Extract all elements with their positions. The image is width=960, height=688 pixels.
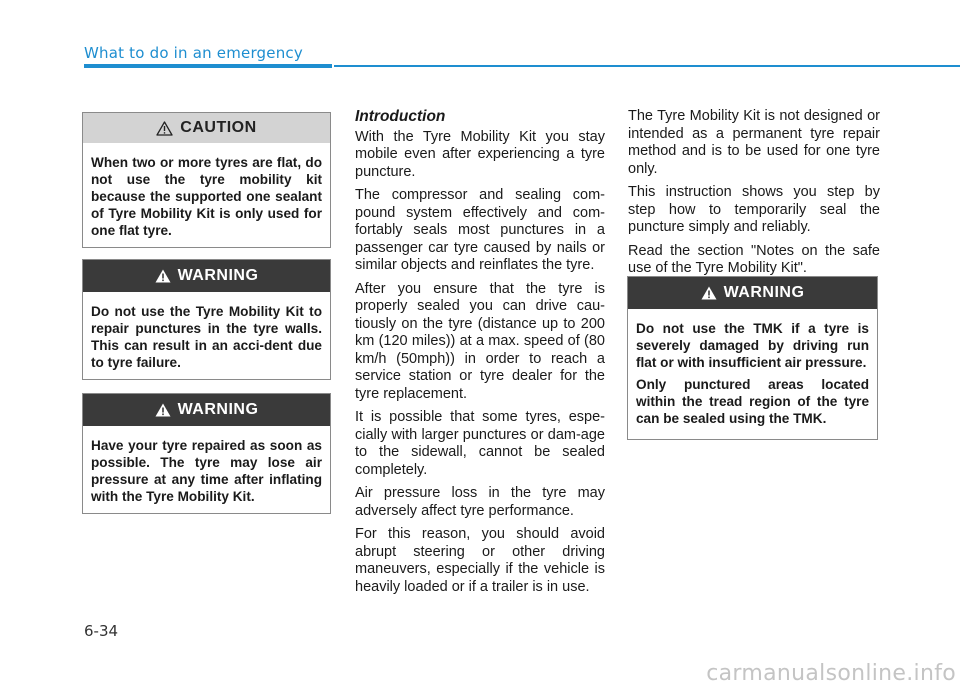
header-rule-thin — [334, 65, 960, 67]
warning-header-1 — [83, 260, 330, 292]
warning-3-paragraph-1: Do not use the TMK if a tyre is severely damaged by driving run flat or with insufficient air pressure. — [636, 321, 869, 370]
caution-label: CAUTION — [180, 119, 257, 136]
warning-text-1: Do not use the Tyre Mobility Kit to repair punctures in the tyre walls. This can result in an acci-dent due to tyre failure. — [91, 304, 322, 370]
header-rule-thick — [84, 64, 332, 68]
warning-triangle-outline-icon — [156, 121, 173, 136]
intro-paragraph: For this reason, you should avoid abrupt steering or other driving maneuvers, especially if the vehicle is heavily loaded or if a trailer is in use. — [355, 526, 605, 595]
warning-label-1: WARNING — [177, 267, 259, 284]
caution-text: When two or more tyres are flat, do not use the tyre mobility kit because the supported one sealant of Tyre Mobility Kit is only used for one flat tyre. — [91, 155, 322, 238]
section-title: What to do in an emergency — [84, 44, 303, 62]
warning-triangle-filled-icon — [701, 286, 717, 300]
warning-text-2: Have your tyre repaired as soon as possible. The tyre may lose air pressure at any time after inflating with the Tyre Mobility Kit. — [91, 438, 322, 504]
caution-header — [83, 113, 330, 143]
warning-triangle-filled-icon — [155, 403, 171, 417]
intro-paragraph: With the Tyre Mobility Kit you stay mobile even after experiencing a tyre puncture. — [355, 128, 605, 180]
warning-box-3 — [627, 276, 878, 440]
warning-3-paragraph-2: Only punctured areas located within the tread region of the tyre can be sealed using the TMK. — [636, 377, 869, 426]
right-column — [628, 108, 880, 284]
page-number: 6-34 — [84, 622, 119, 640]
warning-box-2 — [82, 393, 331, 514]
warning-label-2: WARNING — [177, 401, 259, 418]
intro-paragraph: The compressor and sealing com-pound system effectively and com-fortably seals most punctures in a passenger car tyre caused by nails or similar objects and reinflates the tyre. — [355, 187, 605, 273]
warning-header-3 — [628, 277, 877, 309]
warning-header-2 — [83, 394, 330, 426]
introduction-column — [355, 108, 605, 602]
intro-paragraph: Air pressure loss in the tyre may adversely affect tyre performance. — [355, 485, 605, 519]
intro-paragraph: It is possible that some tyres, espe-cially with larger punctures or dam-age to the sidewall, cannot be sealed completely. — [355, 409, 605, 478]
right-paragraph: Read the section "Notes on the safe use of the Tyre Mobility Kit". — [628, 242, 880, 276]
warning-triangle-filled-icon — [155, 269, 171, 283]
right-paragraph: The Tyre Mobility Kit is not designed or intended as a permanent tyre repair method and is to be used for one tyre only. — [628, 108, 880, 177]
warning-text-3 — [628, 309, 877, 439]
watermark: carmanualsonline.info — [706, 661, 956, 686]
warning-label-3: WARNING — [723, 284, 805, 301]
caution-box — [82, 112, 331, 248]
introduction-title: Introduction — [355, 108, 446, 125]
warning-box-1 — [82, 259, 331, 380]
right-paragraph: This instruction shows you step by step how to temporarily seal the puncture simply and reliably. — [628, 184, 880, 235]
intro-paragraph: After you ensure that the tyre is properly sealed you can drive cau-tiously on the tyre (distance up to 200 km (120 miles)) at a max. speed of (80 km/h (50mph)) in order to reach a service station or tyre dealer for the tyre replacement. — [355, 280, 605, 402]
